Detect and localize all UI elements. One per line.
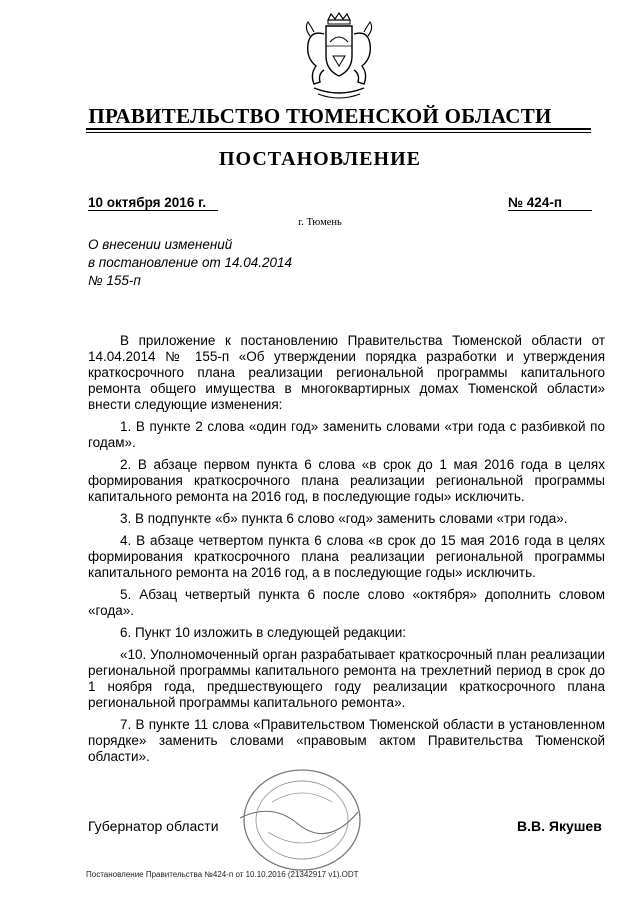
document-body <box>88 333 605 771</box>
body-item-6: 6. Пункт 10 изложить в следующей редакции: <box>120 625 407 640</box>
coat-of-arms-emblem <box>300 12 378 104</box>
document-city: г. Тюмень <box>298 217 342 228</box>
subject-line: в постановление от 14.04.2014 <box>88 255 293 270</box>
document-type: ПОСТАНОВЛЕНИЕ <box>219 148 421 170</box>
signature-name: В.В. Якушев <box>517 818 602 834</box>
subject-line: О внесении изменений <box>88 237 233 252</box>
body-item-4: 4. В абзаце четвертом пункта 6 слова «в срок до 15 мая 2016 года в целях формирования краткосрочного плана реализации региональной программы капитального ремонта на 2016 год, а в последующие годы» исключить. <box>88 533 605 580</box>
government-name: ПРАВИТЕЛЬСТВО ТЮМЕНСКОЙ ОБЛАСТИ <box>88 104 552 128</box>
body-intro: В приложение к постановлению Правительства Тюменской области от 14.04.2014 № 155-п «Об утверждении порядка разработки и утверждения краткосрочного плана реализации региональной программы капитального ремонта общего имущества в многоквартирных домах Тюменской области» внести следующие изменения: <box>88 333 605 412</box>
header-rule-thick <box>86 128 591 130</box>
subject-line: № 155-п <box>88 273 141 288</box>
body-item-6-quote: «10. Уполномоченный орган разрабатывает краткосрочный план реализации региональной программы капитального ремонта на трехлетний период в срок до 1 ноября года, предшествующего году реализации краткосрочного плана региональной программы капитального ремонта». <box>88 647 605 710</box>
document-number: № 424-п <box>508 195 592 211</box>
body-item-1: 1. В пункте 2 слова «один год» заменить словами «три года с разбивкой по годам». <box>88 419 605 450</box>
body-item-5: 5. Абзац четвертый пункта 6 после слово «октября» дополнить словом «года». <box>88 587 605 618</box>
body-item-7: 7. В пункте 11 слова «Правительством Тюменской области в установленном порядке» заменить словами «правовым актом Правительства Тюменской области». <box>88 717 605 764</box>
footer-file-reference: Постановление Правительства №424-п от 10.10.2016 (21342917 v1).ODT <box>86 870 359 879</box>
document-date: 10 октября 2016 г. <box>88 195 218 211</box>
official-seal-stamp <box>232 762 364 874</box>
body-item-2: 2. В абзаце первом пункта 6 слова «в срок до 1 мая 2016 года в целях формирования краткосрочного плана реализации региональной программы капитального ремонта на 2016 год, в последующие годы» исключить. <box>88 457 605 504</box>
document-subject <box>88 236 292 290</box>
header-rule-thin <box>86 132 591 133</box>
body-item-3: 3. В подпункте «б» пункта 6 слово «год» заменить словами «три года». <box>120 511 568 526</box>
signature-position: Губернатор области <box>88 818 219 834</box>
